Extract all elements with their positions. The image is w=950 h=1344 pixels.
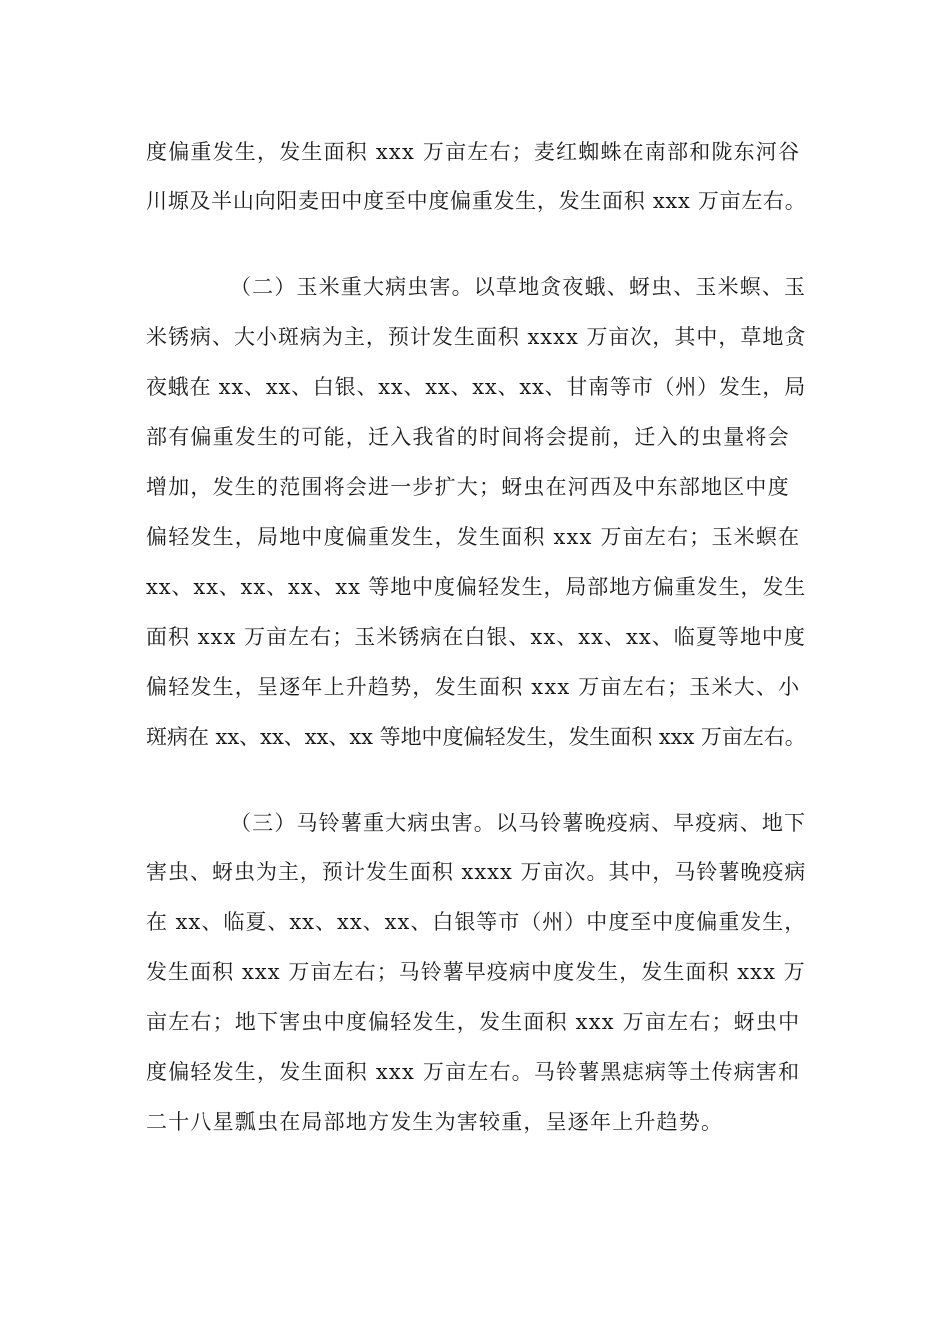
text-line: 夜蛾在 xx、xx、白银、xx、xx、xx、xx、甘南等市（州）发生，局 [146,375,806,399]
text-line: 亩左右；地下害虫中度偏轻发生，发生面积 xxx 万亩左右；蚜虫中 [146,1010,801,1034]
text-line: 斑病在 xx、xx、xx、xx 等地中度偏轻发生，发生面积 xxx 万亩左右。 [146,725,806,749]
text-line: 在 xx、临夏、xx、xx、xx、白银等市（州）中度至中度偏重发生， [146,910,807,934]
section-heading-line: （二）玉米重大病虫害。以草地贪夜蛾、蚜虫、玉米螟、玉 [230,275,807,299]
text-line: 增加，发生的范围将会进一步扩大；蚜虫在河西及中东部地区中度 [146,475,790,499]
text-line: xx、xx、xx、xx、xx 等地中度偏轻发生，局部地方偏重发生，发生 [146,575,807,599]
text-line: 米锈病、大小斑病为主，预计发生面积 xxxx 万亩次，其中，草地贪 [146,325,807,349]
text-line: 川塬及半山向阳麦田中度至中度偏重发生，发生面积 xxx 万亩左右。 [146,189,807,213]
text-line: 发生面积 xxx 万亩左右；马铃薯早疫病中度发生，发生面积 xxx 万 [146,960,806,984]
text-line: 面积 xxx 万亩左右；玉米锈病在白银、xx、xx、xx、临夏等地中度 [146,625,806,649]
text-line: 度偏轻发生，发生面积 xxx 万亩左右。马铃薯黑痣病等土传病害和 [146,1060,801,1084]
text-line: 二十八星瓢虫在局部地方发生为害较重，呈逐年上升趋势。 [146,1110,724,1134]
text-line: 偏轻发生，局地中度偏重发生，发生面积 xxx 万亩左右；玉米螟在 [146,525,801,549]
text-line: 偏轻发生，呈逐年上升趋势，发生面积 xxx 万亩左右；玉米大、小 [146,675,801,699]
section-heading-line: （三）马铃薯重大病虫害。以马铃薯晚疫病、早疫病、地下 [230,811,807,835]
text-line: 害虫、蚜虫为主，预计发生面积 xxxx 万亩次。其中，马铃薯晚疫病 [146,860,807,884]
text-line: 部有偏重发生的可能，迁入我省的时间将会提前，迁入的虫量将会 [146,425,790,449]
text-line: 度偏重发生，发生面积 xxx 万亩左右；麦红蜘蛛在南部和陇东河谷 [146,140,801,164]
